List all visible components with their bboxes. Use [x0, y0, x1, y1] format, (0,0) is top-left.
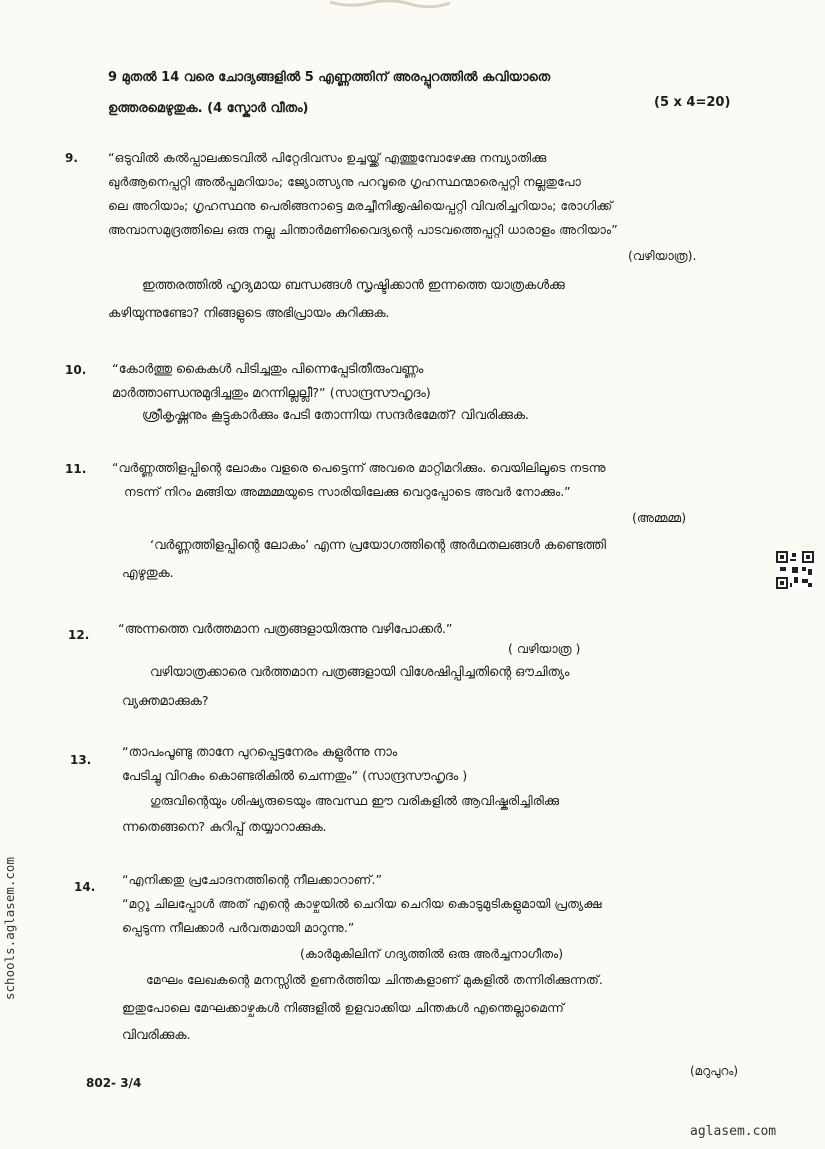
question-10-task: ശ്രീകൃഷ്ണനും കൂട്ടുകാർക്കും പേടി തോന്നിയ സന്ദർഭമേത്? വിവരിക്കുക.: [142, 408, 529, 423]
question-14-task-2: ഇതുപോലെ മേഘക്കാഴ്ചകൾ നിങ്ങളിൽ ഉളവാക്കിയ ചിന്തകൾ എന്തെല്ലാമെന്ന്: [122, 1000, 565, 1015]
question-11-task-1: ‘വർണ്ണത്തിളപ്പിന്റെ ലോകം’ എന്ന പ്രയോഗത്തിന്റെ അർഥതലങ്ങൾ കണ്ടെത്തി: [150, 538, 606, 553]
question-14-source: (കാർമുകിലിന് ഗദ്യത്തിൽ ഒരു അർച്ചനാഗീതം): [300, 946, 564, 961]
question-11-source: (അമ്മമ്മ): [632, 510, 687, 525]
question-number: 12.: [68, 628, 90, 642]
question-14-task-3: വിവരിക്കുക.: [122, 1028, 191, 1043]
score-note: (5 x 4=20): [654, 95, 731, 110]
quote-line: അമ്പാസമുദ്രത്തിലെ ഒരു നല്ല ചിന്താർമണിവൈദ്യന്റെ പാടവത്തെപ്പറ്റി ധാരാളം അറിയാം”: [108, 222, 618, 237]
question-number: 9.: [65, 151, 78, 165]
quote-line: ഖുർആനെപ്പറ്റി അൽപ്പമറിയാം; ജ്യോത്സ്യനു പറവൂരെ ഗൃഹസ്ഥന്മാരെപ്പറ്റി നല്ലതുപോ: [108, 174, 581, 189]
question-14-task-1: മേഘം ലേഖകന്റെ മനസ്സിൽ ഉണർത്തിയ ചിന്തകളാണ് മുകളിൽ തന്നിരിക്കുന്നത്.: [146, 972, 603, 987]
quote-line: ലെ അറിയാം; ഗൃഹസ്ഥനു പെരിങ്ങനാട്ടെ മരച്ചീനിക്കൃഷിയെപ്പറ്റി വിവരിച്ചറിയാം; രോഗിക്ക്: [108, 198, 613, 213]
qr-code: [776, 551, 814, 589]
instruction-line-2: ഉത്തരമെഴുതുക. (4 സ്കോർ വീതം): [108, 101, 309, 116]
paper-code: 802- 3/4: [86, 1076, 142, 1090]
quote-line: നടന്ന് നിറം മങ്ങിയ അമ്മമ്മയുടെ സാരിയിലേക്കു വെറുപ്പോടെ അവർ നോക്കും.”: [124, 484, 571, 499]
quote-line: “വർണ്ണത്തിളപ്പിന്റെ ലോകം വളരെ പെട്ടെന്ന് അവരെ മാറ്റിമറിക്കും. വെയിലിലൂടെ നടന്നു: [112, 460, 606, 475]
scan-smudge: [320, 0, 460, 10]
question-11-task-2: എഴുതുക.: [122, 566, 174, 581]
quote-line: പ്പെടുന്ന നീലക്കാർ പർവതമായി മാറുന്നു.”: [122, 920, 355, 935]
question-12-task-1: വഴിയാത്രക്കാരെ വർത്തമാന പത്രങ്ങളായി വിശേഷിപ്പിച്ചതിന്റെ ഔചിത്യം: [150, 665, 570, 680]
question-10-quote: [112, 358, 431, 406]
question-number: 13.: [70, 753, 92, 767]
question-11-quote: [112, 456, 606, 504]
quote-line: “ഒടുവിൽ കൽപ്പാലക്കടവിൽ പിറ്റേദിവസം ഉച്ചയ്ക്ക് എത്തുമ്പോഴേക്കു നമ്പ്യാതിക്കു: [108, 150, 547, 165]
quote-line: “താപംപൂണ്ടു താനേ പുറപ്പെട്ടനേരം കുളുർന്നു നാം: [122, 745, 398, 760]
question-9-task-2: കഴിയുന്നുണ്ടോ? നിങ്ങളുടെ അഭിപ്രായം കുറിക്കുക.: [108, 306, 390, 321]
quote-line: പേടിച്ചു വിറകും കൊണ്ടരികിൽ ചെന്നതും” (സാന്ദ്രസൗഹൃദം ): [122, 769, 468, 784]
question-13-quote: [122, 741, 467, 789]
question-13-task-1: ഗുരുവിന്റെയും ശിഷ്യരുടെയും അവസ്ഥ ഈ വരികളിൽ ആവിഷ്കരിച്ചിരിക്കു: [150, 793, 560, 808]
question-9-task-1: ഇത്തരത്തിൽ ഹൃദ്യമായ ബന്ധങ്ങൾ സൃഷ്ടിക്കാൻ ഇന്നത്തെ യാത്രകൾക്കു: [142, 278, 565, 293]
side-watermark: schools.aglasem.com: [2, 857, 17, 1000]
question-12-task-2: വ്യക്തമാക്കുക?: [122, 694, 209, 709]
page-turn-note: (മറുപുറം): [690, 1064, 739, 1078]
question-number: 10.: [65, 363, 87, 377]
quote-line: “മറ്റു ചിലപ്പോൾ അത് എന്റെ കാഴ്ചയിൽ ചെറിയ ചെറിയ കൊടുമുടികളുമായി പ്രത്യക്ഷ: [122, 896, 602, 911]
quote-line: “കോർത്തു കൈകൾ പിടിച്ചതും പിന്നെപ്പേടിതീരുംവണ്ണം: [112, 362, 424, 377]
question-14-quote: [122, 868, 602, 940]
quote-line: “എനിക്കതു പ്രചോദനത്തിന്റെ നീലക്കാറാണ്.”: [122, 872, 383, 887]
question-12-source: ( വഴിയാത്ര ): [508, 641, 581, 656]
bottom-watermark: aglasem.com: [690, 1124, 777, 1139]
quote-line: മാർത്താണ്ഡനുമുദിച്ചതും മറന്നില്ലല്ലീ?” (സാന്ദ്രസൗഹൃദം): [112, 386, 431, 401]
question-12-quote: “അന്നത്തെ വർത്തമാന പത്രങ്ങളായിരുന്നു വഴിപോക്കർ.”: [118, 622, 453, 637]
question-9-quote: [108, 146, 618, 242]
question-13-task-2: ന്നതെങ്ങനെ? കുറിപ്പ് തയ്യാറാക്കുക.: [122, 820, 327, 835]
instruction-line-1: 9 മുതൽ 14 വരെ ചോദ്യങ്ങളിൽ 5 എണ്ണത്തിന് അരപ്പുറത്തിൽ കവിയാതെ: [108, 70, 551, 85]
question-9-source: (വഴിയാത്ര).: [628, 248, 697, 263]
question-number: 14.: [74, 880, 96, 894]
question-number: 11.: [65, 462, 87, 476]
